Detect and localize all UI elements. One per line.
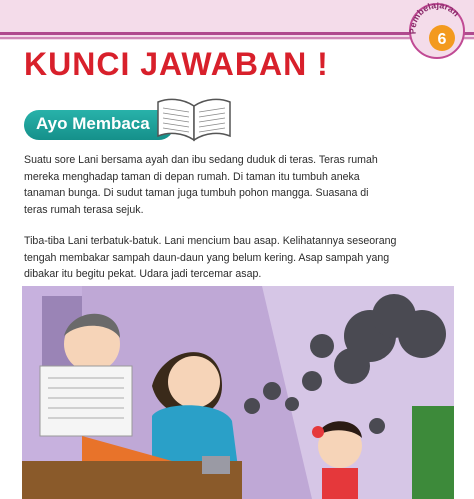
open-book-icon (154, 92, 234, 142)
paragraph-line: mereka menghadap taman di depan rumah. Di taman itu tumbuh aneka (24, 170, 360, 183)
badge-label: Pembelajaran (408, 2, 462, 35)
paragraph-line: tengah membakar sampah daun-daun yang belum kering. Asap sampah yang (24, 251, 390, 264)
bush (412, 406, 454, 499)
paragraph-line: tanaman bunga. Di sudut taman juga tumbuh pohon mangga. Suasana di (24, 187, 369, 199)
header-stripe (0, 32, 474, 35)
badge-number: 6 (437, 31, 447, 48)
cup (202, 456, 230, 474)
page-title: KUNCI JAWABAN ! (24, 46, 329, 82)
paragraph-line: teras rumah terasa sejuk. (24, 203, 144, 216)
paragraph-1 (24, 152, 454, 218)
paragraph-line: Suatu sore Lani bersama ayah dan ibu sedang duduk di teras. Teras rumah (24, 154, 378, 166)
illustration (22, 286, 454, 499)
paragraph-line: Tiba-tiba Lani terbatuk-batuk. Lani mencium bau asap. Kelihatannya seseorang (24, 235, 397, 247)
pembelajaran-badge (408, 2, 466, 60)
section-label: Ayo Membaca (36, 114, 150, 133)
paragraph-line: dibakar itu begitu pekat. Udara jadi tercemar asap. (24, 268, 262, 280)
paragraph-2 (24, 233, 454, 283)
header-stripe-thin (0, 37, 474, 39)
